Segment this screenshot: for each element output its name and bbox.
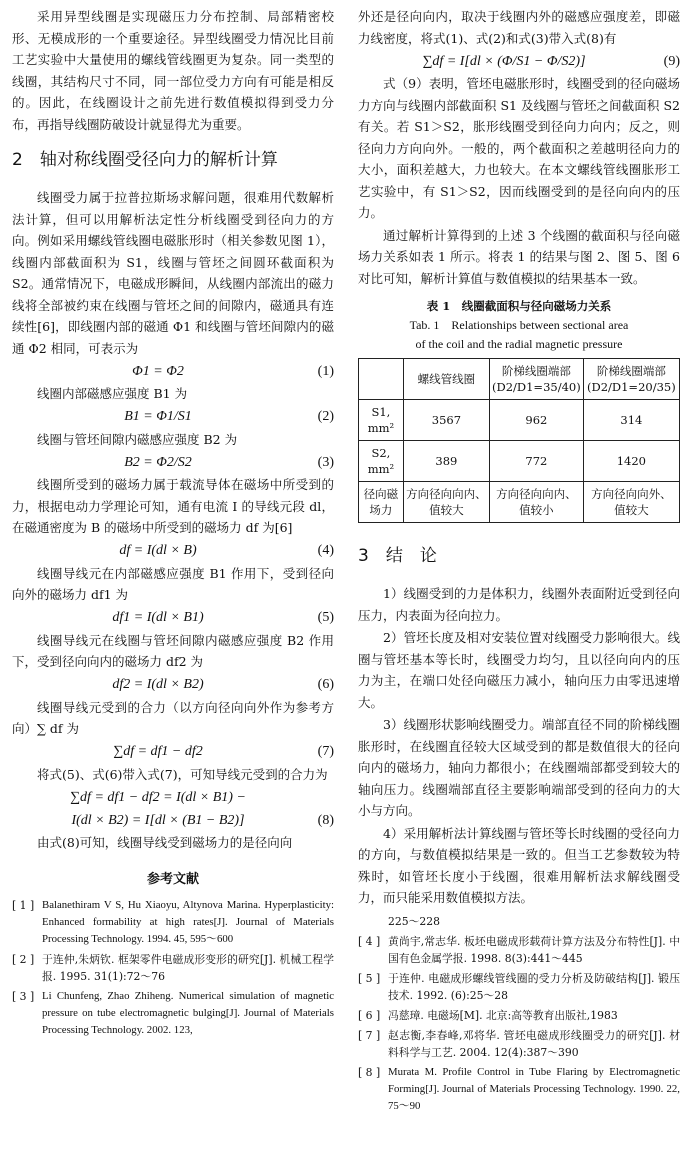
table-header-cell: 阶梯线圈端部 (D2/D1=35/40)	[490, 359, 584, 400]
conclusion-item: 4）采用解析法计算线圈与管坯等长时线圈的受径向力的方向，与数值模拟结果是一致的。但当工艺参数较为特殊时，如管坯长度小于线圈，很难用解析法求解线圈受力，而只能采用数值模拟方法。	[358, 825, 680, 905]
table-1	[358, 358, 680, 523]
equation-6: df2 = I(dl × B2) (6)	[112, 677, 334, 692]
paragraph: 线圈导线元在内部磁感应强度 B1 作用下，受到径向向外的磁场力 df1 为	[12, 565, 334, 602]
table-cell: 962	[490, 400, 584, 441]
table-cell: 314	[583, 400, 679, 441]
table-row	[359, 400, 680, 441]
table-caption-en-line-2: of the coil and the radial magnetic pressure	[415, 337, 623, 351]
table-cell: 389	[403, 441, 489, 482]
table-row	[359, 482, 680, 523]
paragraph: 由式(8)可知，线圈导线受到磁场力的是径向向	[37, 835, 293, 850]
equation-9: ∑df = I[dl × (Φ/S1 − Φ/S2)] (9)	[422, 53, 680, 69]
table-cell: S2, mm²	[359, 441, 404, 482]
reference-continuation: 225～228	[388, 914, 441, 928]
equation-1: Φ1 = Φ2 (1)	[132, 363, 334, 379]
reference-item: [ 1 ] Balanethiram V S, Hu Xiaoyu, Altynova Marina. Hyperplasticity: Enhanced formability at high rates[J]. Journal of Materials Processing Technology. 1994. 45, 595～600	[12, 898, 334, 945]
table-caption-en-line-1: Tab. 1 Relationships between sectional area	[409, 318, 629, 332]
intro-paragraph: 采用异型线圈是实现磁压力分布控制、局部精密校形、无模成形的一个重要途径。异型线圈受力情况比目前工艺实验中大量使用的螺线管线圈更为复杂。同一类型的线圈，其结构尺寸不同，同一部位受力方向有可能是相反的。因此，在线圈设计之前先进行数值模拟得到受力分布，再指导线圈防破设计就显得尤为重要。	[12, 9, 334, 132]
equation-3: B2 = Φ2/S2 (3)	[124, 454, 334, 470]
table-1-caption	[358, 297, 680, 354]
equation-8-line-1: ∑df = df1 − df2 = I(dl × B1) −	[70, 789, 246, 805]
equation-4: df = I(dl × B) (4)	[119, 543, 334, 558]
paragraph: 外还是径向向内，取决于线圈内外的磁感应强度差，即磁力线密度，将式(1)、式(2)和式(3)带入式(8)有	[358, 9, 680, 46]
paragraph: 线圈内部磁感应强度 B1 为	[37, 386, 188, 401]
paragraph: 线圈导线元受到的合力（以方向径向向外作为参考方向）∑ df 为	[12, 699, 334, 736]
table-header-cell: 螺线管线圈	[403, 359, 489, 400]
table-cell: 径向磁场力	[359, 482, 404, 523]
equation-7: ∑df = df1 − df2 (7)	[113, 744, 334, 759]
table-row	[359, 441, 680, 482]
conclusion-item: 2）管坯长度及相对安装位置对线圈受力影响很大。线圈与管坯基本等长时，线圈受力均匀，且以径向向内的压力为主，在端口处径向磁压力减小，轴向压力由零迅速增大。	[358, 630, 680, 710]
paragraph: 线圈受力属于拉普拉斯场求解问题，很难用代数解析法计算，但可以用解析法定性分析线圈受到径向力的方向。例如采用螺线管线圈电磁胀形时（相关参数见图 1），线圈内部截面积为 S1，线圈与管坯之间圆环截面积为 S2。通常情况下，电磁成形瞬间，从线圈内部流出的磁力线将全部被约束在线圈与管坯之间的间隙内，磁通具有连续性[6]，即线圈内部的磁通 Φ1 和线圈与管坯间隙内的磁通 Φ2 相同，可表示为	[12, 190, 334, 356]
table-header-row	[359, 359, 680, 400]
table-header-cell: 阶梯线圈端部 (D2/D1=20/35)	[583, 359, 679, 400]
reference-item: [ 8 ] Murata M. Profile Control in Tube Flaring by Electromagnetic Forming[J]. Journal of Materials Processing Technology. 1990. 22, 75～90	[358, 1065, 680, 1112]
reference-item: [ 2 ] 于连仲,朱炳钦. 框架零件电磁成形变形的研究[J]. 机械工程学报. 1995. 31(1):72～76	[12, 952, 334, 983]
references-heading: 参考文献	[146, 871, 199, 887]
reference-item: [ 3 ] Li Chunfeng, Zhao Zhiheng. Numerical simulation of magnetic pressure on tube electromagnetic bulging[J]. Journal of Materials Processing Technology. 2002. 123,	[12, 989, 334, 1036]
table-cell: 772	[490, 441, 584, 482]
equation-2: B1 = Φ1/S1 (2)	[124, 409, 334, 424]
conclusion-item: 3）线圈形状影响线圈受力。端部直径不同的阶梯线圈胀形时，在线圈直径较大区域受到的都是数值很大的径向向内的磁场力，轴向力都很小；在线圈端部都受到较大的轴向压力。线圈端部直径主要影响端部受到的径向力的大小与方向。	[358, 717, 680, 818]
reference-item: [ 5 ] 于连仲. 电磁成形螺线管线圈的受力分析及防破结构[J]. 锻压技术. 1992. (6):25～28	[358, 971, 680, 1002]
paragraph: 线圈所受到的磁场力属于载流导体在磁场中所受到的力，根据电动力学理论可知，通有电流 I 的导线元段 dl，在磁通密度为 B 的磁场中所受到的磁场力 df 为[6]	[12, 477, 334, 535]
reference-list-left	[12, 897, 334, 1039]
reference-list-right	[358, 913, 680, 1115]
conclusion-item: 1）线圈受到的力是体积力，线圈外表面附近受到径向压力，内表面为径向拉力。	[358, 586, 680, 623]
reference-item: [ 4 ] 黄尚宇,常志华. 板坯电磁成形载荷计算方法及分布特性[J]. 中国有色金属学报. 1998. 8(3):441～445	[358, 934, 680, 965]
paragraph: 通过解析计算得到的上述 3 个线圈的截面积与径向磁场力关系如表 1 所示。将表 1 的结果与图 2、图 5、图 6 对比可知，解析计算值与数值模拟的结果基本一致。	[358, 227, 680, 286]
equation-8-line-2: I(dl × B2) = I[dl × (B1 − B2)] (8)	[71, 812, 334, 828]
paragraph: 将式(5)、式(6)带入式(7)，可知导线元受到的合力为	[37, 766, 328, 782]
left-column	[12, 6, 334, 1042]
paragraph: 式（9）表明，管坯电磁胀形时，线圈受到的径向磁场力方向与线圈内部截面积 S1 及线圈与管坯之间截面积 S2 有关。若 S1＞S2，胀形线圈受到径向力向内；反之，则径向力方向向外。一般的，两个截面积之差越明径向力的大小，面积差越大，力也较大。在本文螺线管线圈胀形工艺实验中，有 S1＞S2，因而线圈受到的是径向向内的压力。	[358, 76, 680, 220]
table-cell: S1, mm²	[359, 400, 404, 441]
table-cell: 方向径向向内、值较小	[490, 482, 584, 523]
table-cell: 3567	[403, 400, 489, 441]
paragraph: 线圈与管坯间隙内磁感应强度 B2 为	[37, 431, 238, 447]
equation-5: df1 = I(dl × B1) (5)	[112, 610, 334, 625]
reference-item: [ 7 ] 赵志衡,李春峰,邓将华. 管坯电磁成形线圈受力的研究[J]. 材料科学与工艺. 2004. 12(4):387～390	[358, 1028, 680, 1059]
table-header-cell	[359, 359, 404, 400]
right-column	[358, 6, 680, 1118]
section-3-heading: 3 结 论	[358, 546, 437, 566]
table-cell: 1420	[583, 441, 679, 482]
section-2-heading: 2 轴对称线圈受径向力的解析计算	[12, 150, 278, 170]
table-cell: 方向径向向外、值较大	[583, 482, 679, 523]
reference-item: [ 6 ] 冯慈璋. 电磁场[M]. 北京:高等教育出版社,1983	[358, 1008, 618, 1022]
table-caption-cn: 表 1 线圈截面积与径向磁场力关系	[426, 299, 612, 313]
paragraph: 线圈导线元在线圈与管坯间隙内磁感应强度 B2 作用下，受到径向向内的磁场力 df2 为	[12, 632, 334, 669]
table-cell: 方向径向向内、值较大	[403, 482, 489, 523]
